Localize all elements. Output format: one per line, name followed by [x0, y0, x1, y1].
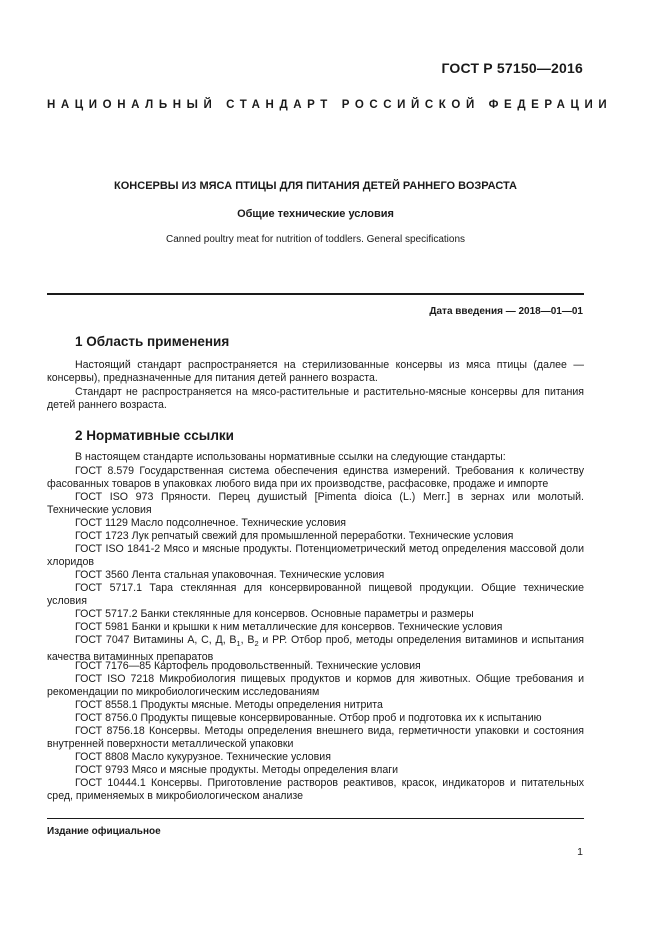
reference-item: ГОСТ 7176—85 Картофель продовольственный. Технические условия: [75, 660, 421, 672]
introduction-date: Дата введения — 2018—01—01: [429, 306, 583, 317]
document-title: КОНСЕРВЫ ИЗ МЯСА ПТИЦЫ ДЛЯ ПИТАНИЯ ДЕТЕЙ РАННЕГО ВОЗРАСТА: [114, 180, 517, 192]
reference-item: ГОСТ ISO 7218 Микробиология пищевых продуктов и кормов для животных. Общие требования и рекомендации по микробиологическим исследованиям: [47, 673, 584, 699]
document-subtitle: Общие технические условия: [237, 208, 394, 220]
reference-item: ГОСТ 5717.2 Банки стеклянные для консервов. Основные параметры и размеры: [75, 608, 474, 620]
english-title: Canned poultry meat for nutrition of toddlers. General specifications: [165, 234, 466, 245]
reference-item: ГОСТ 8808 Масло кукурузное. Технические условия: [75, 751, 331, 763]
reference-item: ГОСТ ISO 973 Пряности. Перец душистый [Pimenta dioica (L.) Merr.] в зернах или молотый. Технические условия: [47, 491, 584, 517]
reference-item: ГОСТ 1129 Масло подсолнечное. Технические условия: [75, 517, 346, 529]
reference-item: ГОСТ 8756.0 Продукты пищевые консервированные. Отбор проб и подготовка их к испытанию: [75, 712, 542, 724]
official-edition-label: Издание официальное: [47, 826, 161, 837]
reference-item: ГОСТ 10444.1 Консервы. Приготовление растворов реактивов, красок, индикаторов и питательных сред, применяемых в микробиологическом анализе: [47, 777, 584, 803]
reference-item: ГОСТ 1723 Лук репчатый свежий для промышленной переработки. Технические условия: [75, 530, 514, 542]
section-1-paragraph: Настоящий стандарт распространяется на стерилизованные консервы из мяса птицы (далее — консервы), предназначенные для питания детей раннего возраста.: [47, 359, 584, 385]
section-2-heading: 2 Нормативные ссылки: [75, 428, 234, 443]
section-2-intro: В настоящем стандарте использованы нормативные ссылки на следующие стандарты:: [75, 451, 506, 463]
reference-item: ГОСТ 3560 Лента стальная упаковочная. Технические условия: [75, 569, 385, 581]
reference-item: ГОСТ ISO 1841-2 Мясо и мясные продукты. Потенциометрический метод определения массовой доли хлоридов: [47, 543, 584, 569]
page-number: 1: [577, 846, 583, 858]
reference-item: ГОСТ 8.579 Государственная система обеспечения единства измерений. Требования к количеству фасованных товаров в упаковках любого вида при их производстве, расфасовке, продаже и импорте: [47, 465, 584, 491]
footer-divider: [47, 818, 584, 819]
section-1-paragraph: Стандарт не распространяется на мясо-растительные и растительно-мясные консервы для питания детей раннего возраста.: [47, 386, 584, 412]
national-standard-banner: НАЦИОНАЛЬНЫЙ СТАНДАРТ РОССИЙСКОЙ ФЕДЕРАЦИИ: [47, 99, 613, 111]
reference-item: ГОСТ 9793 Мясо и мясные продукты. Методы определения влаги: [75, 764, 399, 776]
title-divider: [47, 293, 584, 295]
gost-identifier: ГОСТ Р 57150—2016: [441, 60, 583, 76]
reference-item: ГОСТ 8756.18 Консервы. Методы определения внешнего вида, герметичности упаковки и состояния внутренней поверхности металлической упаковки: [47, 725, 584, 751]
reference-item: ГОСТ 5717.1 Тара стеклянная для консервированной пищевой продукции. Общие технические условия: [47, 582, 584, 608]
reference-item: ГОСТ 5981 Банки и крышки к ним металлические для консервов. Технические условия: [75, 621, 503, 633]
reference-item: ГОСТ 8558.1 Продукты мясные. Методы определения нитрита: [75, 699, 383, 711]
section-1-heading: 1 Область применения: [75, 334, 230, 349]
reference-item-vitamins: ГОСТ 7047 Витамины А, С, Д, $В_1$, $В_2$ и РР. Отбор проб, методы определения витаминов и испытания качества витаминных препаратов: [47, 634, 584, 663]
